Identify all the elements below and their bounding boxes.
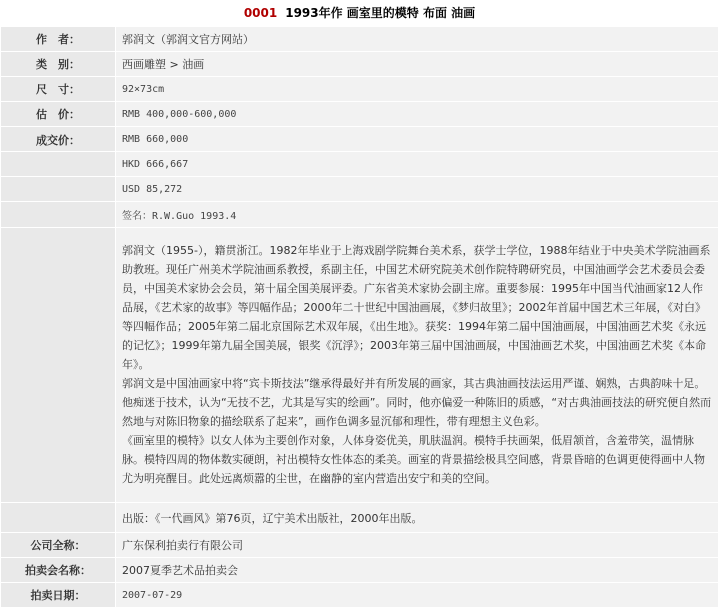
description-label-spacer <box>1 228 116 503</box>
description-paragraph: 《画室里的模特》以女人体为主要创作对象，人体身姿优美，肌肤温润。模特手扶画架，低眉颔首，含羞带笑，温情脉脉。模特四周的物体数实硬朗，衬出模特女性体态的柔美。画室的背景描绘极具空间感，背景昏暗的色调更使得画中人物尤为明亮醒目。此处远离烦嚣的尘世，在幽静的室内营造出安宁和美的空间。 <box>122 434 705 485</box>
category-label: 类 别： <box>1 52 116 77</box>
company-value[interactable]: 广东保利拍卖行有限公司 <box>116 533 719 558</box>
deal-label: 成交价： <box>1 127 116 152</box>
date-row <box>1 583 719 608</box>
lot-title <box>0 0 719 26</box>
description-paragraph: 郭润文（1955-），籍贯浙江。1982年毕业于上海戏剧学院舞台美术系，获学士学位，1988年结业于中央美术学院油画系助教班。现任广州美术学院油画系教授，系副主任，中国艺术研究院美术创作院特聘研究员，中国油画学会艺术委员会委员，中国美术家协会会员，第十届全国美展评委。广东省美术家协会副主席。重要参展：1995年中国当代油画家12人作品展，《艺术家的故事》等四幅作品；2000年二十世纪中国油画展，《梦归故里》；2002年首届中国艺术三年展，《对白》等四幅作品；2005年第二届北京国际艺术双年展，《出生地》。获奖：1994年第二届中国油画展，中国油画艺术奖《永远的记忆》；1999年第九届全国美展，银奖《沉浮》；2003年第三届中国油画展，中国油画艺术奖，中国油画艺术奖《本命年》。 <box>122 244 711 371</box>
deal-value-rmb: RMB 660,000 <box>116 127 719 152</box>
category-value[interactable]: 西画雕塑 > 油画 <box>116 52 719 77</box>
lot-info-table <box>0 26 719 608</box>
author-value[interactable]: 郭润文（郭润文官方网站） <box>116 27 719 52</box>
size-label: 尺 寸： <box>1 77 116 102</box>
date-value: 2007-07-29 <box>116 583 719 608</box>
deal-row-rmb <box>1 127 719 152</box>
deal-value-hkd: HKD 666,667 <box>116 152 719 177</box>
deal-row-usd <box>1 177 719 202</box>
auction-row <box>1 558 719 583</box>
estimate-row <box>1 102 719 127</box>
estimate-label: 估 价： <box>1 102 116 127</box>
publication-value: 出版：《一代画风》第76页，辽宁美术出版社，2000年出版。 <box>116 503 719 533</box>
lot-number: 0001 <box>243 6 278 20</box>
publication-label-spacer <box>1 503 116 533</box>
size-value: 92×73cm <box>116 77 719 102</box>
auction-value[interactable]: 2007夏季艺术品拍卖会 <box>116 558 719 583</box>
company-label: 公司全称： <box>1 533 116 558</box>
lot-title-text: 1993年作 画室里的模特 布面 油画 <box>285 6 476 20</box>
author-label: 作 者： <box>1 27 116 52</box>
estimate-value: RMB 400,000-600,000 <box>116 102 719 127</box>
auction-label: 拍卖会名称： <box>1 558 116 583</box>
deal-value-usd: USD 85,272 <box>116 177 719 202</box>
publication-row <box>1 503 719 533</box>
signature-row <box>1 202 719 228</box>
deal-row-hkd <box>1 152 719 177</box>
date-label: 拍卖日期： <box>1 583 116 608</box>
description-row <box>1 228 719 503</box>
category-row <box>1 52 719 77</box>
description-cell <box>116 228 719 503</box>
deal-label-spacer <box>1 152 116 177</box>
size-row <box>1 77 719 102</box>
description-paragraph: 郭润文是中国油画家中将“宾卡斯技法”继承得最好并有所发展的画家，其古典油画技法运用严谨、娴熟，古典韵味十足。他痴迷于技术，认为“无技不艺，尤其是写实的绘画”。同时，他亦偏爱一种陈旧的质感，“对古典油画技法的研究便自然而然地与对陈旧物象的描绘联系了起来”，画作色调多显沉郁和理性，带有理想主义色彩。 <box>122 377 712 428</box>
signature-value: 签名：R.W.Guo 1993.4 <box>116 202 719 228</box>
author-row <box>1 27 719 52</box>
company-row <box>1 533 719 558</box>
deal-label-spacer <box>1 177 116 202</box>
signature-label-spacer <box>1 202 116 228</box>
